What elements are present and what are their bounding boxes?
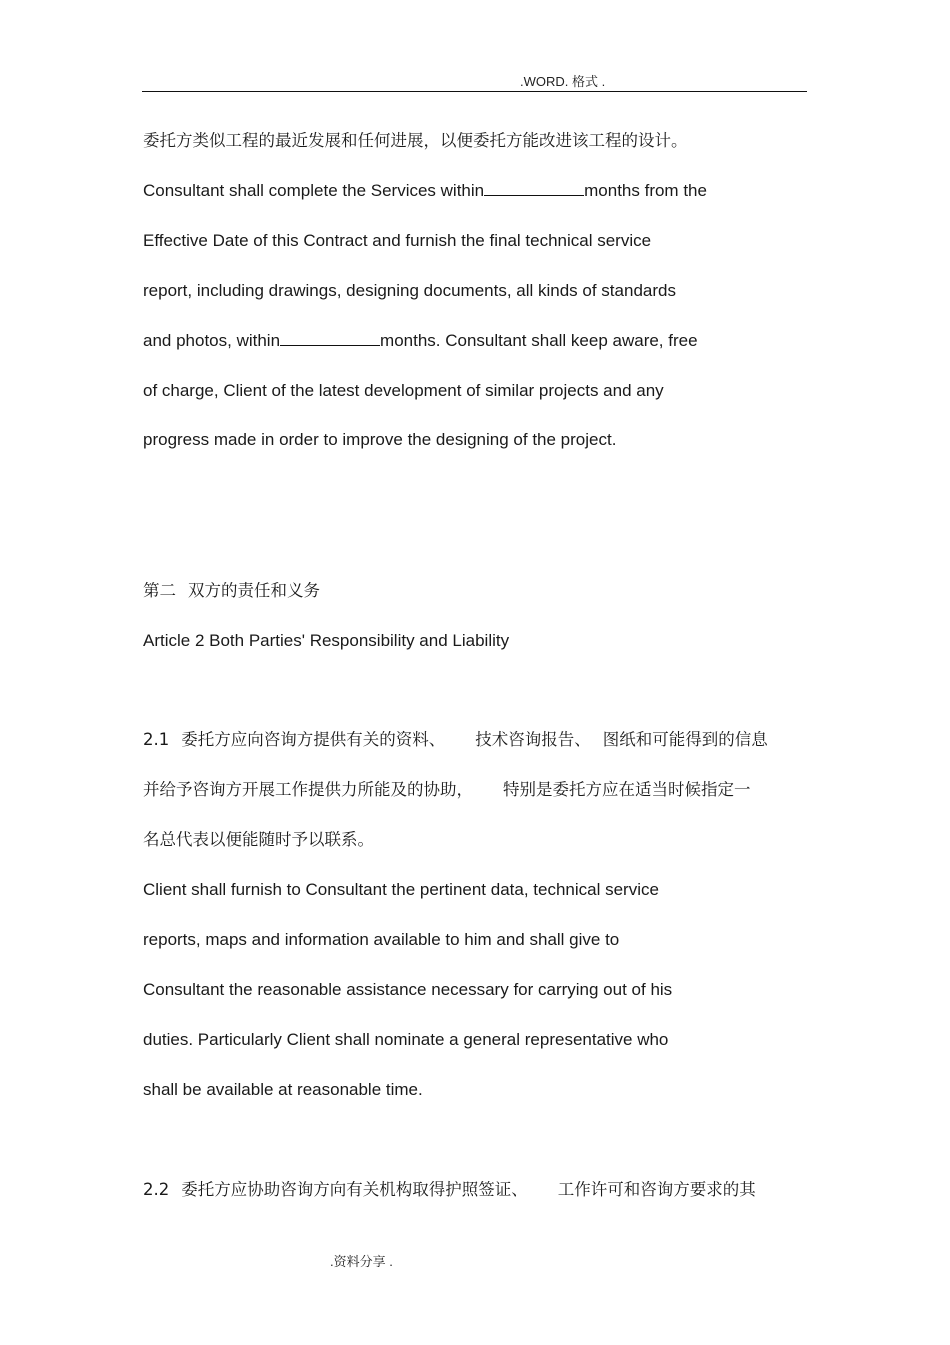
clause-2-1-zh-line-3: 名总代表以便能随时予以联系。 — [143, 830, 374, 849]
en-line-1-post: months from the — [584, 181, 707, 200]
paragraph1-en-line-4 — [143, 330, 698, 352]
paragraph1-zh-line: 委托方类似工程的最近发展和任何进展，以便委托方能改进该工程的设计。 — [143, 131, 688, 150]
clause-2-1-zh-part-b: 技术咨询报告、 — [475, 730, 591, 749]
paragraph1-en-line-2: Effective Date of this Contract and furnish the final technical service — [143, 231, 652, 250]
paragraph1-en-line-5: of charge, Client of the latest development of similar projects and any — [143, 381, 664, 400]
clause-2-1-en-line-2: reports, maps and information available to him and shall give to — [143, 930, 620, 949]
paragraph1-en-line-6: progress made in order to improve the designing of the project. — [143, 430, 617, 449]
header-divider — [142, 91, 807, 92]
article2-zh-title: 双方的责任和义务 — [188, 581, 320, 600]
clause-2-2-number: 2.2 — [143, 1180, 170, 1199]
clause-2-1-en-line-3: Consultant the reasonable assistance necessary for carrying out of his — [143, 980, 673, 999]
en-line-4-post: months. Consultant shall keep aware, free — [380, 331, 698, 350]
clause-2-1-en-line-4: duties. Particularly Client shall nominate a general representative who — [143, 1030, 669, 1049]
fill-in-blank-report-months[interactable] — [280, 331, 380, 346]
fill-in-blank-months[interactable] — [484, 181, 584, 196]
clause-2-2-zh-line-1 — [143, 1179, 756, 1201]
clause-2-1-zh-line-2 — [143, 779, 751, 801]
clause-2-1-en-line-1: Client shall furnish to Consultant the pertinent data, technical service — [143, 880, 659, 899]
clause-2-1-number: 2.1 — [143, 730, 170, 749]
clause-2-1-zh-line2-part-a: 并给予咨询方开展工作提供力所能及的协助， — [143, 780, 473, 799]
page-header: .WORD. 格式 . — [520, 74, 606, 89]
clause-2-1-zh-line-1 — [143, 729, 768, 751]
en-line-4-pre: and photos, within — [143, 331, 281, 350]
paragraph1-en-line-1 — [143, 180, 707, 202]
article2-zh-heading — [143, 580, 320, 602]
clause-2-1-en-line-5: shall be available at reasonable time. — [143, 1080, 423, 1099]
en-line-1-pre: Consultant shall complete the Services within — [143, 181, 485, 200]
clause-2-2-zh-part-a: 委托方应协助咨询方向有关机构取得护照签证、 — [181, 1180, 528, 1199]
page-footer: .资料分享 . — [330, 1254, 393, 1269]
paragraph1-en-line-3: report, including drawings, designing documents, all kinds of standards — [143, 281, 676, 300]
clause-2-2-zh-part-b: 工作许可和咨询方要求的其 — [557, 1180, 756, 1199]
clause-2-1-zh-part-a: 委托方应向咨询方提供有关的资料、 — [181, 730, 446, 749]
article2-en-heading: Article 2 Both Parties' Responsibility and Liability — [143, 631, 510, 650]
clause-2-1-zh-part-c: 图纸和可能得到的信息 — [602, 730, 768, 749]
clause-2-1-zh-line2-part-b: 特别是委托方应在适当时候指定一 — [503, 780, 751, 799]
article2-zh-number: 第二 — [143, 581, 176, 600]
